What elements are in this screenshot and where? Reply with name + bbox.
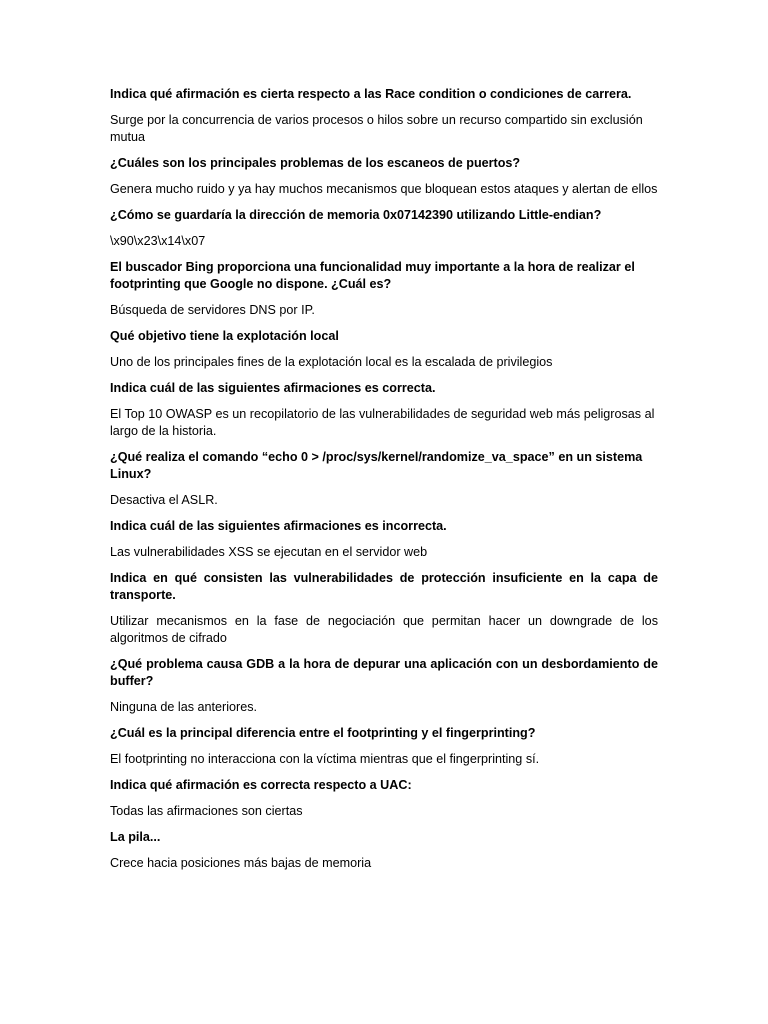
question-text: Indica cuál de las siguientes afirmaciones es correcta. (110, 381, 436, 395)
answer-text: Crece hacia posiciones más bajas de memoria (110, 856, 372, 870)
question-text: El buscador Bing proporciona una funcionalidad muy importante a la hora de realizar el footprinting que Google no dispone. ¿Cuál es? (110, 260, 635, 291)
qa-item (110, 207, 658, 250)
question-text: Indica cuál de las siguientes afirmaciones es incorrecta. (110, 519, 447, 533)
answer-text: Las vulnerabilidades XSS se ejecutan en el servidor web (110, 545, 428, 559)
qa-item (110, 829, 658, 872)
qa-item (110, 449, 658, 509)
qa-item (110, 656, 658, 716)
question-text: ¿Cómo se guardaría la dirección de memoria 0x07142390 utilizando Little-endian? (110, 208, 602, 222)
qa-item (110, 777, 658, 820)
question-text: Qué objetivo tiene la explotación local (110, 329, 339, 343)
question-text: Indica qué afirmación es correcta respecto a UAC: (110, 778, 412, 792)
qa-item (110, 259, 658, 319)
answer-text: Uno de los principales fines de la explotación local es la escalada de privilegios (110, 355, 553, 369)
document-page (110, 86, 658, 881)
question-text: La pila... (110, 830, 161, 844)
qa-item (110, 518, 658, 561)
answer-text: El Top 10 OWASP es un recopilatorio de las vulnerabilidades de seguridad web más peligrosas al largo de la historia. (110, 407, 655, 438)
qa-item (110, 86, 658, 146)
answer-text: \x90\x23\x14\x07 (110, 234, 206, 248)
answer-text: Surge por la concurrencia de varios procesos o hilos sobre un recurso compartido sin exclusión mutua (110, 113, 643, 144)
question-text: ¿Cuáles son los principales problemas de los escaneos de puertos? (110, 156, 521, 170)
qa-item (110, 380, 658, 440)
qa-item (110, 570, 658, 647)
answer-text: Ninguna de las anteriores. (110, 700, 258, 714)
question-text: ¿Qué realiza el comando “echo 0 > /proc/sys/kernel/randomize_va_space” en un sistema Linux? (110, 450, 643, 481)
answer-text: El footprinting no interacciona con la víctima mientras que el fingerprinting sí. (110, 752, 540, 766)
qa-item (110, 725, 658, 768)
question-text: ¿Qué problema causa GDB a la hora de depurar una aplicación con un desbordamiento de buffer? (110, 657, 658, 688)
answer-text: Búsqueda de servidores DNS por IP. (110, 303, 315, 317)
answer-text: Todas las afirmaciones son ciertas (110, 804, 303, 818)
answer-text: Desactiva el ASLR. (110, 493, 218, 507)
qa-item (110, 328, 658, 371)
answer-text: Utilizar mecanismos en la fase de negociación que permitan hacer un downgrade de los algoritmos de cifrado (110, 614, 658, 645)
question-text: ¿Cuál es la principal diferencia entre el footprinting y el fingerprinting? (110, 726, 536, 740)
qa-item (110, 155, 658, 198)
question-text: Indica en qué consisten las vulnerabilidades de protección insuficiente en la capa de transporte. (110, 571, 658, 602)
answer-text: Genera mucho ruido y ya hay muchos mecanismos que bloquean estos ataques y alertan de ellos (110, 182, 658, 196)
question-text: Indica qué afirmación es cierta respecto a las Race condition o condiciones de carrera. (110, 87, 632, 101)
